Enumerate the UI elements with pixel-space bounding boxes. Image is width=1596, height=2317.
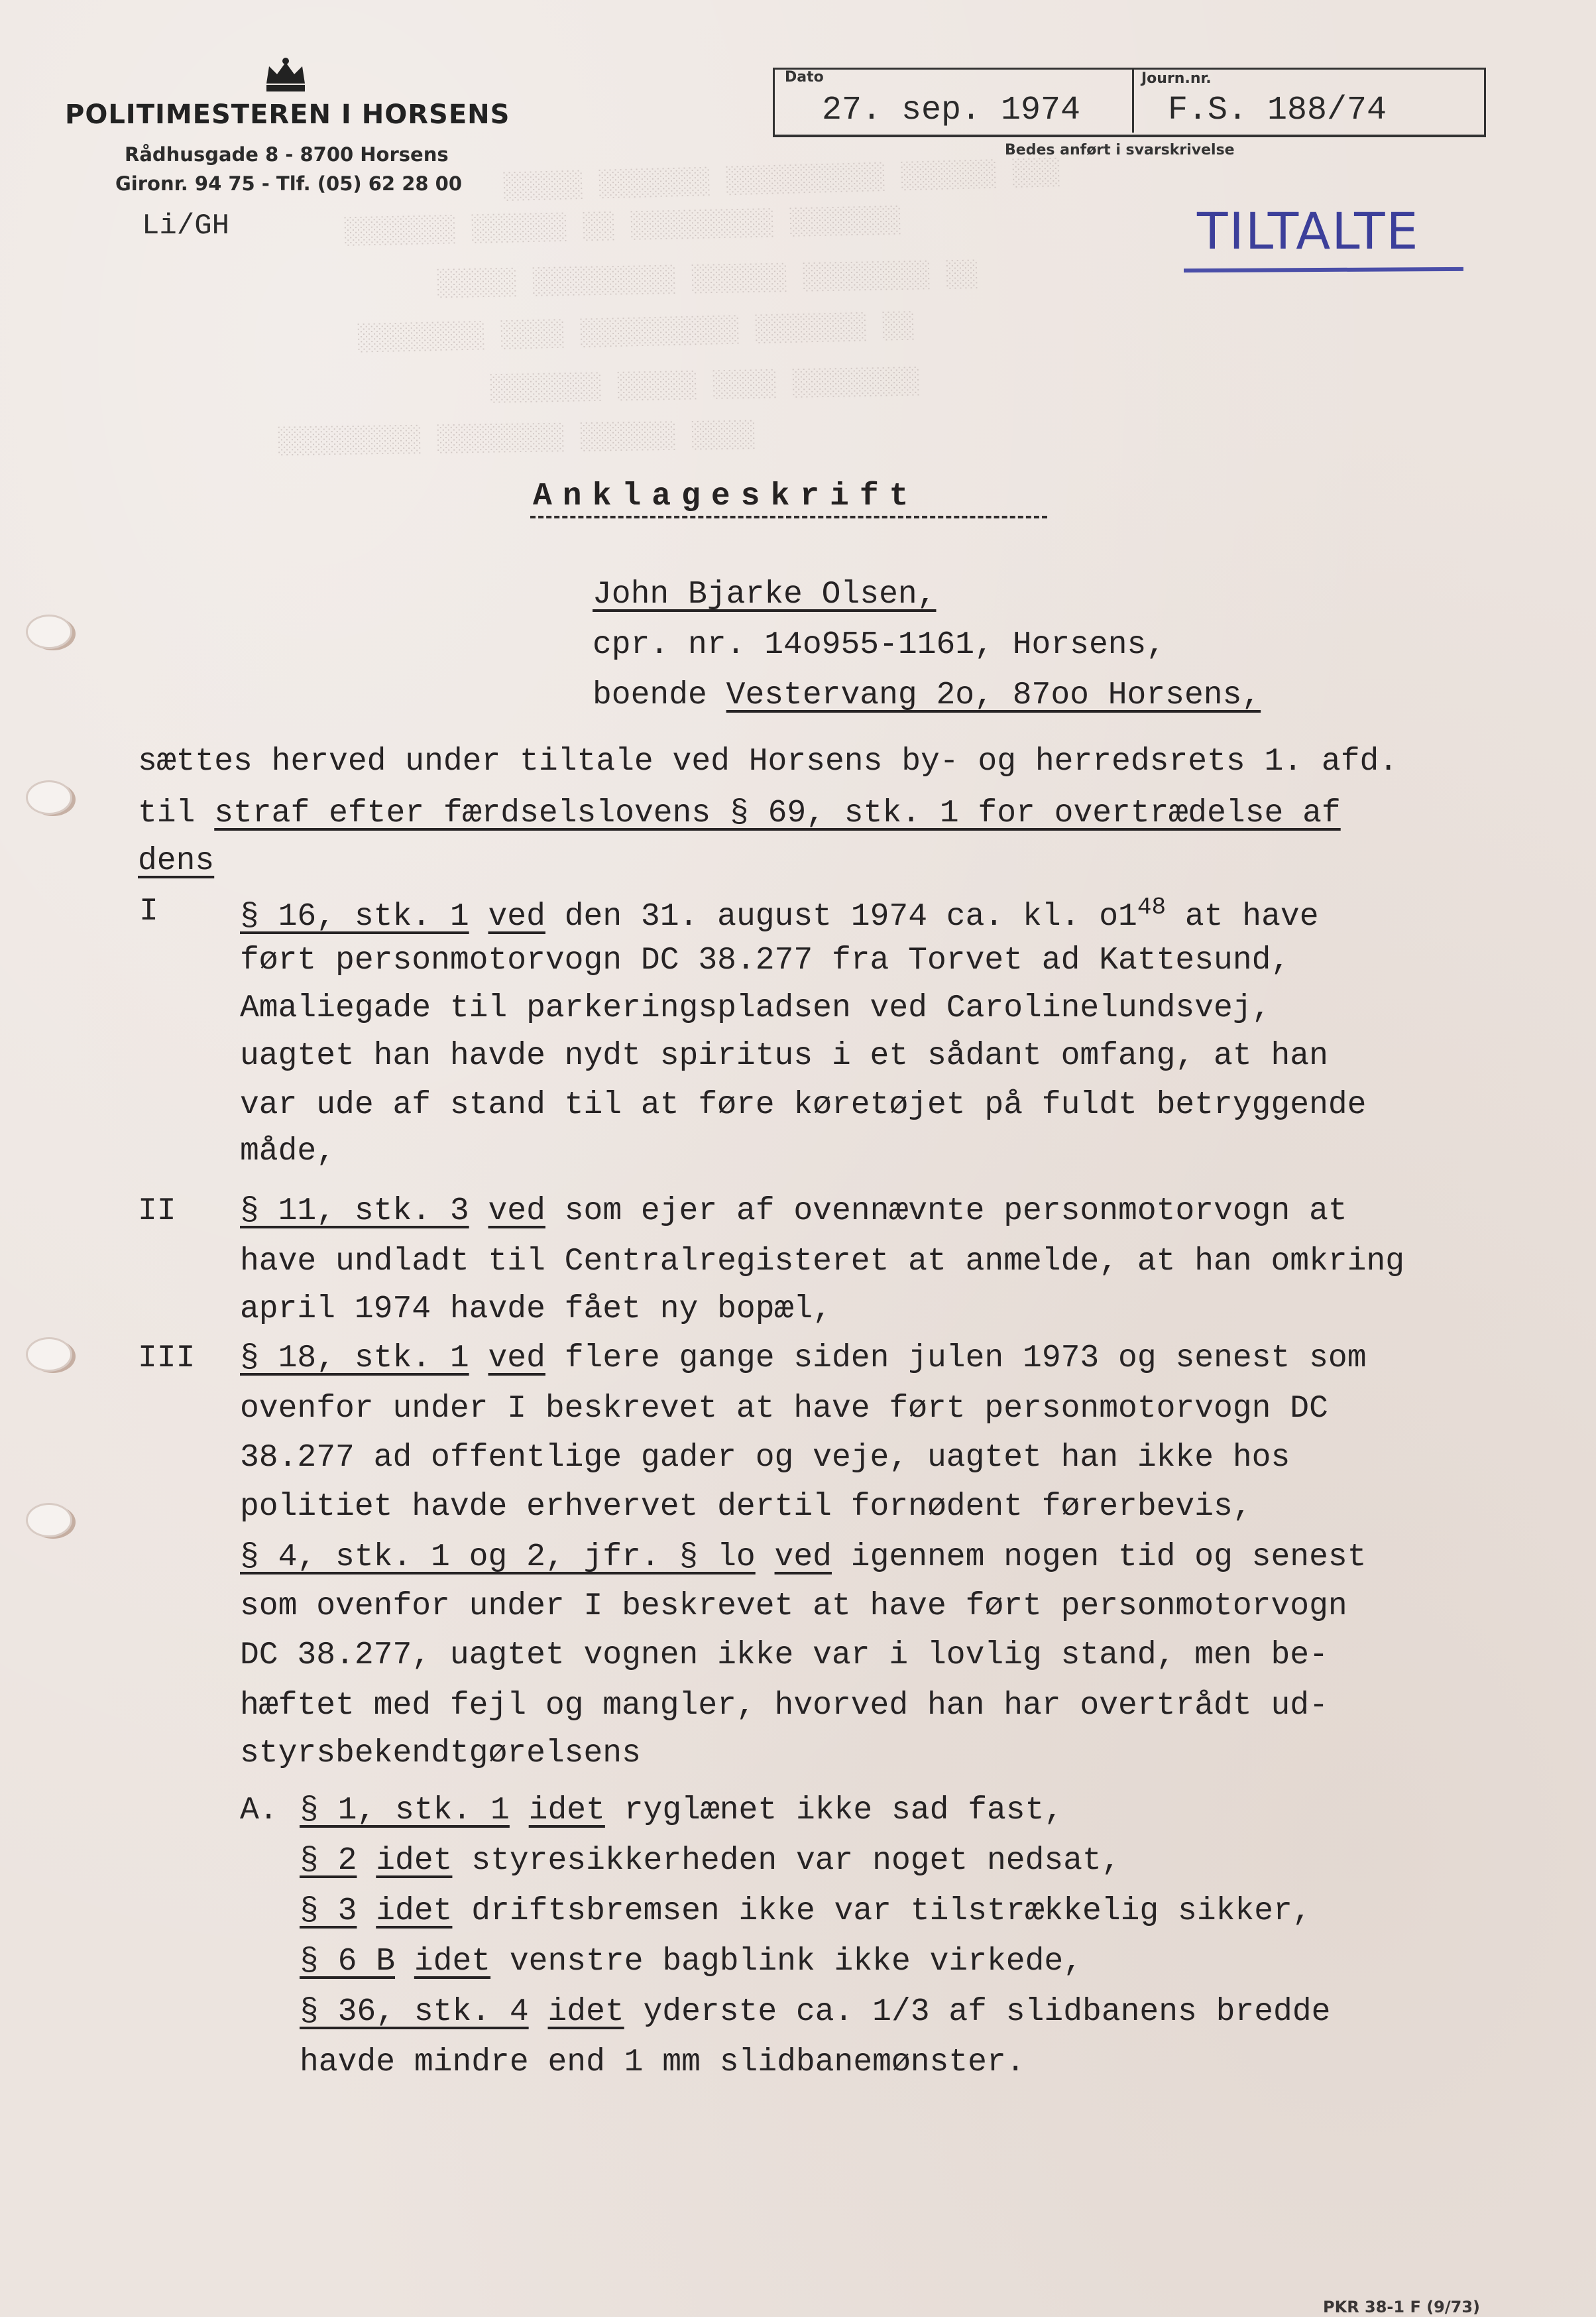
document-title: Anklageskrift [533, 479, 919, 514]
tiltalte-stamp: TILTALTE [1197, 202, 1420, 261]
sub-item-ref: § 3 [300, 1893, 357, 1929]
count-3-line-2: ovenfor under I beskrevet at have ført personmotorvogn DC [240, 1391, 1328, 1427]
office-name: POLITIMESTEREN I HORSENS [65, 99, 510, 130]
defendant-name-line [593, 577, 936, 613]
count-3-line-1 [240, 1340, 1367, 1376]
count-1-line-5: var ude af stand til at føre køretøjet på fuldt betryggende [240, 1087, 1367, 1123]
sub-item-idet: idet [376, 1843, 453, 1879]
address-line-2: Gironr. 94 75 - Tlf. (05) 62 28 00 [115, 172, 463, 195]
sub-item-ref: § 36, stk. 4 [300, 1994, 529, 2030]
count-numeral: I [139, 894, 158, 929]
count-3-ref: § 18, stk. 1 [240, 1340, 469, 1376]
address-line-1: Rådhusgade 8 - 8700 Horsens [125, 143, 449, 166]
count-2-ved: ved [488, 1193, 545, 1229]
defendant-city: Horsens, [1012, 627, 1166, 663]
binder-hole [28, 1339, 70, 1370]
sub-item-idet: idet [547, 1994, 624, 2030]
count-1-text: den 31. august 1974 ca. kl. o1 [564, 899, 1137, 935]
residence-prefix: boende [593, 678, 707, 713]
sub-item-idet: idet [528, 1793, 605, 1828]
sub-item-text: venstre bagblink ikke virkede, [509, 1944, 1083, 1980]
count-1-line-3: Amaliegade til parkeringspladsen ved Carolinelundsvej, [240, 990, 1271, 1026]
journal-label: Journ.nr. [1141, 70, 1212, 87]
sub-item-ref: § 2 [300, 1843, 357, 1879]
count-2-text: som ejer af ovennævnte personmotorvogn at [564, 1193, 1347, 1229]
sub-item [300, 1994, 1330, 2030]
count-2-line-3: april 1974 havde fået ny bopæl, [240, 1291, 832, 1327]
intro-line-3 [138, 843, 214, 879]
count-3-text: flere gange siden julen 1973 og senest som [564, 1340, 1367, 1376]
stamp-underline [1184, 267, 1463, 272]
residence-line [593, 678, 1261, 713]
sub-item-letter: A. [240, 1793, 278, 1828]
binder-hole [28, 782, 70, 813]
sub-item-idet: idet [414, 1944, 491, 1980]
sub-item [300, 1944, 1082, 1980]
binder-hole [28, 617, 70, 647]
date-label: Dato [785, 69, 824, 86]
sub-item [300, 1893, 1312, 1929]
box-divider [1132, 68, 1134, 133]
sub-item-text: driftsbremsen ikke var tilstrækkelig sikker, [471, 1893, 1312, 1929]
count-1-tail: at have [1184, 899, 1319, 935]
count-1-line-6: måde, [240, 1134, 336, 1169]
cpr-number: 14o955-1161, [764, 627, 994, 663]
reference-initials: Li/GH [142, 209, 230, 243]
sub-item [300, 1843, 1121, 1879]
date-value: 27. sep. 1974 [822, 91, 1081, 129]
count-3-line-4: politiet havde erhvervet dertil fornødent førerbevis, [240, 1489, 1252, 1525]
count-numeral: II [138, 1193, 176, 1229]
count-1-line-1 [240, 894, 1319, 935]
count-4-ref: § 4, stk. 1 og 2, jfr. § lo [240, 1539, 756, 1575]
sub-item-ref: § 6 B [300, 1944, 396, 1980]
intro-dens: dens [138, 843, 215, 879]
title-rule [530, 516, 1047, 518]
sub-item-ref: § 1, stk. 1 [300, 1793, 510, 1828]
count-numeral: III [138, 1340, 196, 1376]
count-3-line-3: 38.277 ad offentlige gader og veje, uagtet han ikke hos [240, 1440, 1290, 1476]
crown-icon [262, 57, 309, 95]
sub-item-text: yderste ca. 1/3 af slidbanens bredde [643, 1994, 1331, 2030]
intro-line-1: sættes herved under tiltale ved Horsens by- og herredsrets 1. afd. [138, 744, 1398, 780]
count-4-line-5: styrsbekendtgørelsens [240, 1736, 641, 1771]
count-3-ved: ved [488, 1340, 545, 1376]
form-code: PKR 38-1 F (9/73) [1323, 2298, 1480, 2316]
sub-item-text: styresikkerheden var noget nedsat, [471, 1843, 1121, 1879]
count-4-ved: ved [774, 1539, 832, 1575]
sub-item [300, 1793, 1063, 1828]
count-2-line-1 [240, 1193, 1347, 1229]
sub-item-text: ryglænet ikke sad fast, [624, 1793, 1064, 1828]
defendant-name: John Bjarke Olsen, [593, 577, 937, 613]
sub-item-idet: idet [376, 1893, 453, 1929]
count-4-line-4: hæftet med fejl og mangler, hvorved han har overtrådt ud- [240, 1688, 1328, 1724]
cpr-prefix: cpr. nr. [593, 627, 746, 663]
cpr-line [593, 627, 1165, 663]
count-1-ved: ved [488, 899, 545, 935]
reply-note: Bedes anført i svarskrivelse [1005, 142, 1235, 158]
count-4-text: igennem nogen tid og senest [850, 1539, 1367, 1575]
count-4-line-2: som ovenfor under I beskrevet at have ført personmotorvogn [240, 1588, 1347, 1624]
count-1-line-2: ført personmotorvogn DC 38.277 fra Torvet ad Kattesund, [240, 943, 1290, 979]
count-1-time-minutes: 48 [1137, 894, 1167, 921]
residence-address: Vestervang 2o, 87oo Horsens, [726, 678, 1261, 713]
count-2-line-2: have undladt til Centralregisteret at anmelde, at han omkring [240, 1244, 1405, 1279]
intro-law-reference: straf efter færdselslovens § 69, stk. 1 for overtrædelse af [214, 796, 1341, 831]
journal-value: F.S. 188/74 [1168, 91, 1387, 129]
intro-prefix: til [138, 796, 196, 831]
intro-line-2 [138, 796, 1341, 831]
count-1-ref: § 16, stk. 1 [240, 899, 469, 935]
count-2-ref: § 11, stk. 3 [240, 1193, 469, 1229]
count-4-line-1 [240, 1539, 1367, 1575]
count-1-line-4: uagtet han havde nydt spiritus i et sådant omfang, at han [240, 1038, 1328, 1074]
count-4-line-3: DC 38.277, uagtet vognen ikke var i lovlig stand, men be- [240, 1637, 1328, 1673]
binder-hole [28, 1505, 70, 1535]
sub-item-last-line: havde mindre end 1 mm slidbanemønster. [300, 2045, 1025, 2080]
